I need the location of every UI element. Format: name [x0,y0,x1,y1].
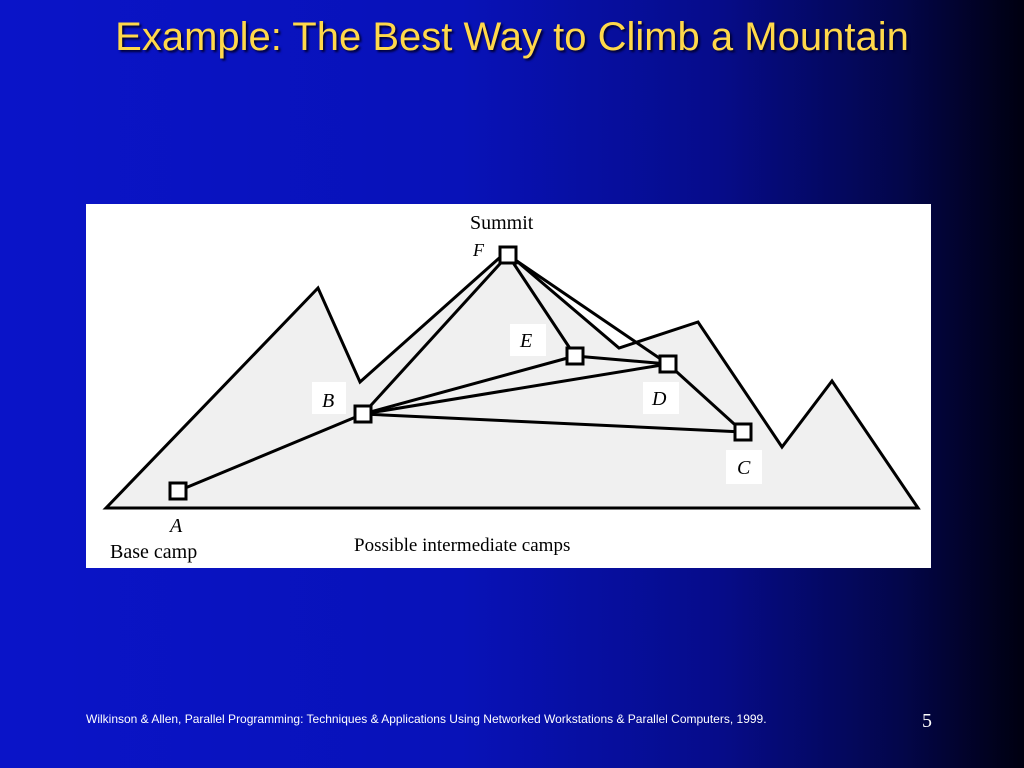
mountain-diagram [86,204,931,568]
footer-citation: Wilkinson & Allen, Parallel Programming: Techniques & Applications Using Networked Workstations & Parallel Computers, 1999. [86,712,767,726]
camp-label-f: F [473,240,484,260]
camp-marker-c [735,424,751,440]
camp-marker-f [500,247,516,263]
intermediate-camps-label: Possible intermediate camps [354,535,571,556]
camp-marker-a [170,483,186,499]
camp-marker-b [355,406,371,422]
base-camp-label: Base camp [110,541,198,563]
camp-label-c: C [737,457,751,479]
camp-label-a: A [170,515,183,537]
camp-label-d: D [652,388,667,410]
camp-marker-d [660,356,676,372]
mountain-diagram-svg [86,204,931,568]
page-number: 5 [922,710,932,732]
camp-marker-e [567,348,583,364]
slide-title: Example: The Best Way to Climb a Mountain [115,15,909,59]
summit-label: Summit [470,212,534,234]
camp-label-e: E [520,330,533,352]
camp-label-b: B [322,390,335,412]
